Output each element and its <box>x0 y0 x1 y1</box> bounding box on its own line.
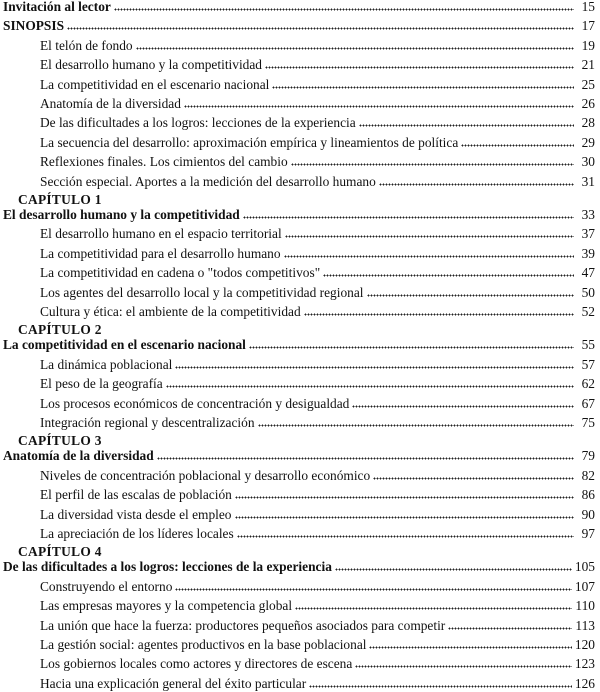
page-number: 21 <box>581 57 595 73</box>
page-number: 31 <box>581 173 595 189</box>
dot-leader <box>272 86 574 89</box>
dot-leader <box>304 313 574 316</box>
dot-leader <box>175 588 572 591</box>
dot-leader <box>291 163 574 166</box>
toc-entry[interactable] <box>0 504 600 523</box>
toc-entry[interactable] <box>0 112 600 131</box>
chapter-heading: CAPÍTULO 2 <box>18 322 102 338</box>
dot-leader <box>335 568 572 571</box>
page-number: 37 <box>581 226 595 242</box>
dot-leader <box>114 8 574 11</box>
toc-entry-title: El perfil de las escalas de población <box>40 487 232 503</box>
toc-entry[interactable] <box>0 673 600 692</box>
page-number: 62 <box>581 376 595 392</box>
chapter-heading: CAPÍTULO 3 <box>18 433 102 449</box>
toc-entry[interactable] <box>0 282 600 301</box>
toc-entry-title: Invitación al lector <box>3 0 111 14</box>
toc-entry[interactable] <box>0 634 600 653</box>
page-number: 90 <box>581 506 595 522</box>
toc-entry[interactable] <box>0 15 600 34</box>
toc-entry[interactable] <box>0 132 600 151</box>
page-number: 86 <box>581 487 595 503</box>
page-number: 26 <box>581 96 595 111</box>
toc-entry-title: Los agentes del desarrollo local y la competitividad regional <box>40 284 364 300</box>
toc-entry[interactable] <box>0 373 600 392</box>
page-number: 28 <box>581 115 595 131</box>
page-number: 75 <box>581 415 595 430</box>
toc-entry[interactable] <box>0 243 600 262</box>
page-number: 39 <box>581 245 595 261</box>
page-number: 25 <box>581 76 595 92</box>
dot-leader <box>237 535 574 538</box>
toc-entry-title: Las empresas mayores y la competencia global <box>40 598 293 614</box>
toc-entry-title: La dinámica poblacional <box>40 356 173 372</box>
toc-entry-title: La competitividad en cadena o "todos competitivos" <box>40 265 321 281</box>
toc-entry[interactable] <box>0 393 600 412</box>
page-number: 82 <box>581 467 595 483</box>
toc-entry-title: La diversidad vista desde el empleo <box>40 506 232 522</box>
page-number: 52 <box>581 304 595 319</box>
toc-entry-title: SINOPSIS <box>3 18 65 34</box>
toc-entry-title: El peso de la geografía <box>40 376 163 392</box>
toc-entry[interactable] <box>0 523 600 542</box>
toc-entry[interactable] <box>0 223 600 242</box>
toc-entry[interactable] <box>0 151 600 170</box>
page-number: 123 <box>574 656 595 672</box>
page-number: 17 <box>581 18 595 34</box>
toc-entry[interactable] <box>0 54 600 73</box>
toc-entry-title: El desarrollo humano en el espacio territorial <box>40 226 282 242</box>
dot-leader <box>448 627 572 630</box>
page-number: 110 <box>575 598 595 614</box>
toc-entry-title: Niveles de concentración poblacional y desarrollo económico <box>40 467 371 483</box>
toc-entry[interactable] <box>0 556 600 575</box>
toc-entry-title: Anatomía de la diversidad <box>40 96 181 111</box>
dot-leader <box>265 66 574 69</box>
dot-leader <box>285 235 574 238</box>
toc-entry[interactable] <box>0 204 600 223</box>
toc-entry-title: Hacia una explicación general del éxito particular <box>40 675 307 691</box>
toc-entry-title: La unión que hace la fuerza: productores pequeños asociados para competir <box>40 617 446 633</box>
toc-entry-title: Reflexiones finales. Los cimientos del cambio <box>40 154 288 170</box>
toc-entry[interactable] <box>0 74 600 93</box>
toc-entry[interactable] <box>0 262 600 281</box>
toc-entry[interactable] <box>0 595 600 614</box>
toc-entry-title: El desarrollo humano y la competitividad <box>40 57 263 73</box>
dot-leader <box>157 457 574 460</box>
page-number: 120 <box>574 637 595 652</box>
toc-entry-title: De las dificultades a los logros: lecciones de la experiencia <box>40 115 356 131</box>
dot-leader <box>136 47 574 50</box>
toc-entry[interactable] <box>0 171 600 190</box>
dot-leader <box>249 346 574 349</box>
chapter-heading: CAPÍTULO 4 <box>18 544 102 560</box>
page-number: 67 <box>581 395 595 411</box>
dot-leader <box>367 294 574 297</box>
page-number: 19 <box>581 37 595 53</box>
dot-leader <box>461 144 574 147</box>
dot-leader <box>235 516 575 519</box>
toc-entry[interactable] <box>0 465 600 484</box>
dot-leader <box>175 366 574 369</box>
dot-leader <box>309 685 572 688</box>
page-number: 105 <box>574 559 595 575</box>
toc-entry-title: Anatomía de la diversidad <box>3 448 154 464</box>
toc-entry-title: La gestión social: agentes productivos en la base poblacional <box>40 637 367 652</box>
dot-leader <box>323 274 574 277</box>
toc-entry-title: Integración regional y descentralización <box>40 415 255 430</box>
page-number: 97 <box>581 526 595 541</box>
page-number: 50 <box>581 284 595 300</box>
dot-leader <box>355 665 572 668</box>
toc-entry-title: Sección especial. Aportes a la medición del desarrollo humano <box>40 173 376 189</box>
page-number: 113 <box>575 617 595 633</box>
dot-leader <box>284 255 574 258</box>
dot-leader <box>67 27 574 30</box>
toc-entry-title: El desarrollo humano y la competitividad <box>3 207 240 222</box>
dot-leader <box>295 607 572 610</box>
page-number: 47 <box>581 265 595 281</box>
chapter-heading: CAPÍTULO 1 <box>18 192 102 207</box>
page-number: 33 <box>581 207 595 222</box>
dot-leader <box>166 385 574 388</box>
toc-entry-title: Los gobiernos locales como actores y directores de escena <box>40 656 353 672</box>
dot-leader <box>359 124 574 127</box>
page-number: 55 <box>581 337 595 353</box>
toc-entry[interactable] <box>0 334 600 353</box>
dot-leader <box>373 477 574 480</box>
toc-entry-title: Los procesos económicos de concentración y desigualdad <box>40 395 350 411</box>
toc-entry[interactable] <box>0 412 600 431</box>
dot-leader <box>184 105 574 108</box>
dot-leader <box>352 405 574 408</box>
toc-entry-title: La apreciación de los líderes locales <box>40 526 234 541</box>
page-number: 29 <box>581 134 595 150</box>
toc-entry-title: De las dificultades a los logros: lecciones de la experiencia <box>3 559 332 575</box>
toc-entry-title: Cultura y ética: el ambiente de la competitividad <box>40 304 301 319</box>
toc-entry-title: La secuencia del desarrollo: aproximación empírica y lineamientos de política <box>40 134 459 150</box>
toc-entry-title: El telón de fondo <box>40 37 133 53</box>
toc-entry-title: La competitividad para el desarrollo humano <box>40 245 281 261</box>
toc-entry[interactable] <box>0 354 600 373</box>
toc-entry[interactable] <box>0 445 600 464</box>
toc-entry[interactable] <box>0 653 600 672</box>
toc-entry[interactable] <box>0 0 600 15</box>
page-number: 15 <box>581 0 595 14</box>
toc-entry[interactable] <box>0 615 600 634</box>
toc-entry[interactable] <box>0 576 600 595</box>
page-number: 107 <box>574 578 595 594</box>
dot-leader <box>379 183 574 186</box>
dot-leader <box>258 424 574 427</box>
toc-entry-title: La competitividad en el escenario nacional <box>3 337 246 353</box>
toc-entry[interactable] <box>0 301 600 320</box>
page-number: 79 <box>581 448 595 464</box>
toc-entry[interactable] <box>0 93 600 112</box>
toc-entry-title: La competitividad en el escenario nacional <box>40 76 270 92</box>
dot-leader <box>235 496 574 499</box>
page-number: 57 <box>581 356 595 372</box>
dot-leader <box>369 646 571 649</box>
page-number: 126 <box>574 675 595 691</box>
toc-entry[interactable] <box>0 35 600 54</box>
dot-leader <box>243 216 574 219</box>
toc-entry[interactable] <box>0 484 600 503</box>
toc-entry-title: Construyendo el entorno <box>40 578 173 594</box>
page-number: 30 <box>581 154 595 170</box>
